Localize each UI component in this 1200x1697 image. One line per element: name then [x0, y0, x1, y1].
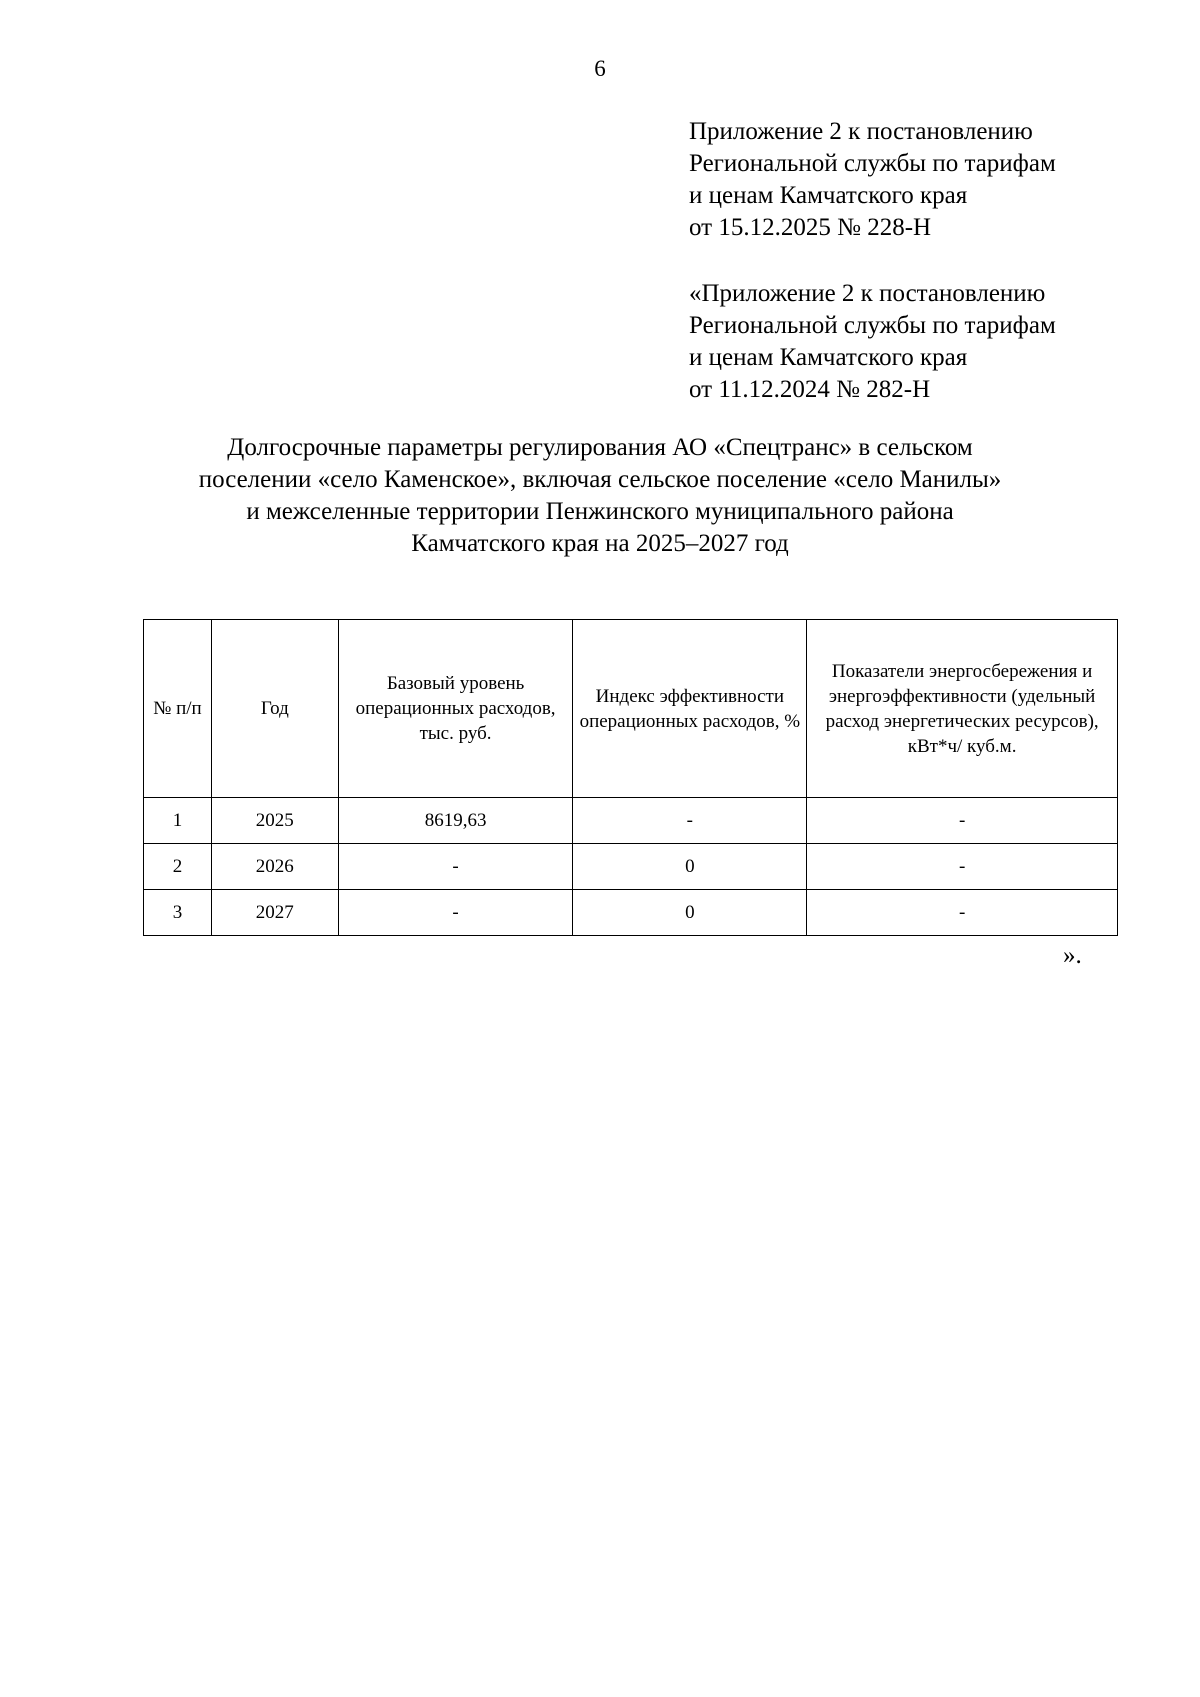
appendix-line: Региональной службы по тарифам — [689, 312, 1056, 339]
appendix-line: от 11.12.2024 № 282-Н — [689, 376, 931, 403]
header-base-opex: Базовый уровень операционных расходов, тыс. руб. — [338, 620, 573, 798]
cell-year: 2027 — [211, 890, 338, 936]
appendix-line: Приложение 2 к постановлению — [689, 118, 1033, 145]
appendix-line: от 15.12.2025 № 228-Н — [689, 214, 932, 241]
cell-year: 2025 — [211, 798, 338, 844]
appendix-line: «Приложение 2 к постановлению — [689, 280, 1046, 307]
cell-base-opex: - — [338, 890, 573, 936]
table-row — [144, 844, 1118, 890]
cell-base-opex: 8619,63 — [338, 798, 573, 844]
table-header-row — [144, 620, 1118, 798]
cell-energy-indicators: - — [807, 844, 1118, 890]
table-row — [144, 890, 1118, 936]
cell-efficiency-index: - — [573, 798, 807, 844]
cell-energy-indicators: - — [807, 890, 1118, 936]
cell-base-opex: - — [338, 844, 573, 890]
title-line: Камчатского края на 2025–2027 год — [411, 530, 789, 557]
cell-number: 1 — [144, 798, 212, 844]
title-line: поселении «село Каменское», включая сельское поселение «село Манилы» — [198, 466, 1002, 493]
cell-energy-indicators: - — [807, 798, 1118, 844]
title-line: и межселенные территории Пенжинского муниципального района — [246, 498, 954, 525]
appendix-line: и ценам Камчатского края — [689, 182, 968, 209]
cell-efficiency-index: 0 — [573, 844, 807, 890]
cell-efficiency-index: 0 — [573, 890, 807, 936]
closing-quote-mark: ». — [1063, 942, 1082, 969]
parameters-table — [143, 619, 1118, 936]
title-line: Долгосрочные параметры регулирования АО «Спецтранс» в сельском — [227, 434, 973, 461]
header-energy-indicators: Показатели энергосбережения и энергоэффективности (удельный расход энергетических ресурсов), кВт*ч/ куб.м. — [807, 620, 1118, 798]
header-year: Год — [211, 620, 338, 798]
table-row — [144, 798, 1118, 844]
appendix-header-current — [689, 116, 1056, 244]
appendix-line: и ценам Камчатского края — [689, 344, 968, 371]
header-efficiency-index: Индекс эффективности операционных расходов, % — [573, 620, 807, 798]
cell-number: 3 — [144, 890, 212, 936]
page-number: 6 — [594, 56, 606, 81]
document-title — [60, 432, 1140, 560]
cell-year: 2026 — [211, 844, 338, 890]
appendix-line: Региональной службы по тарифам — [689, 150, 1056, 177]
cell-number: 2 — [144, 844, 212, 890]
appendix-header-previous — [689, 278, 1056, 406]
header-number: № п/п — [144, 620, 212, 798]
